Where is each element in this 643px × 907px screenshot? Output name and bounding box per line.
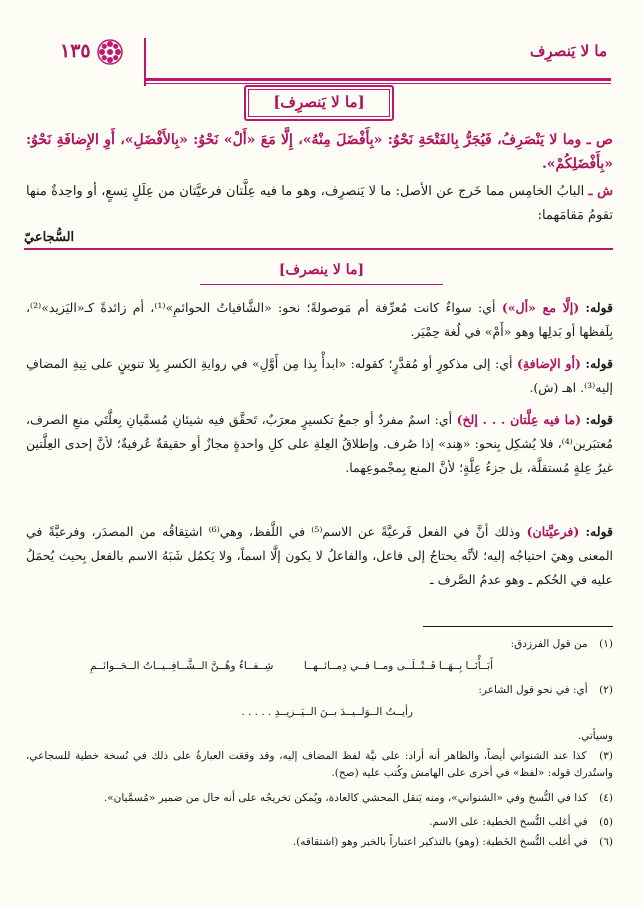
paragraph-body: أي: إلى مذكورٍ أو مُقدَّرٍ؛ كقوله: «ابدأْ بِذا مِن أَوَّلِ» في روايةِ الكسرِ بِلا تنوينٍ على نِيةِ المضافِ إليه⁽³⁾. اهـ (ش). xyxy=(26,356,613,395)
paragraph-body: أي: اسمٌ مفردٌ أو جمعُ تكسيرٍ معرَبٌ، تَحقَّق فيه شيئانِ مُسمَّيانِ بِعلَّتَي منعِ الصرف، مُعتبَرين⁽⁴⁾، فلا يُشكِل بِنحو: «هِند» إذا صُرف. وإطلاقُ العِلةِ على كلِ واحدةٍ مجازٌ أو حقيقةٌ عُرفيةٌ؛ لأنَّ إحدى العِلَّتين غيرُ عِلةٍ مُستقلَّة، بل جزءُ عِلَّةٍ؛ لأنَّ المنع بِمجْموعِهما. xyxy=(26,412,613,475)
paragraph-quote: (أو الإضافةِ) xyxy=(517,356,581,371)
verse-line: رأيــتُ الــوَلــيــدَ بــنَ الــيَــزيــدِ . . . . . xyxy=(241,706,413,718)
paragraph-quote: (ما فيه عِلَّتان . . . إلخ) xyxy=(456,412,581,427)
footnote xyxy=(26,636,613,653)
verse-hemistich: أَبَــأْنَــا بِــهَــا قَــتْــلَــى ومــا فــي دِمــائــهــا xyxy=(303,660,493,672)
chapter-title: [ما لا يَنصرِف] xyxy=(273,93,365,111)
sharh-label: ش ـ xyxy=(588,184,613,199)
footnote xyxy=(26,790,613,807)
footnote xyxy=(26,682,613,699)
footnote xyxy=(26,748,613,782)
footnote-number: (٥) xyxy=(599,816,613,828)
page-number: ١٣٥ xyxy=(60,40,91,62)
paragraph-body: أي: سواءٌ كانت مُعرِّفة أم مَوصولةً؛ نحو: «الشَّافياتُ الحوائمِ»⁽¹⁾، أم زائدةً كـ«اليَزيد»⁽²⁾، بِلَفظها أو بَدلِها وهو «أَمْ» في لُغة حِمْيَر. xyxy=(26,300,613,339)
footnote xyxy=(26,814,613,831)
commentary-separator xyxy=(24,248,613,250)
matn-text: ص ـ وما لا يَنْصَرِفُ، فَيُجَرُّ بِالفَتْحَةِ نَحْوُ: «بِأَفْضَلَ مِنْهُ»، إِلَّا مَعَ «أَلْ» نَحْوُ: «بِالأَفْضَلِ»، أَوِ الإِضافَةِ نَحْوُ: «بِأَفْضَلِكُمْ». xyxy=(26,132,613,172)
footnote-number: (١) xyxy=(599,638,613,650)
paragraph-lead: قوله: xyxy=(585,524,613,539)
footnote-text: من قول الفرزدق: xyxy=(510,638,588,650)
verse-note: وسيأتي. xyxy=(577,730,613,742)
running-title: ما لا يَنصرِف xyxy=(529,42,607,60)
paragraph-lead: قوله: xyxy=(585,300,613,315)
ornament-icon xyxy=(96,38,124,66)
footnote-number: (٣) xyxy=(599,750,613,762)
footnote-number: (٢) xyxy=(599,684,613,696)
paragraph-lead: قوله: xyxy=(585,412,613,427)
paragraph-quote: (إلَّا مع «أل») xyxy=(501,300,580,315)
paragraph-quote: (فرعيَّتان) xyxy=(526,524,580,539)
page-header xyxy=(46,28,611,80)
header-divider xyxy=(144,38,146,86)
commentary-paragraph xyxy=(26,520,613,592)
footnote-rule xyxy=(423,626,613,627)
chapter-heading xyxy=(244,85,394,121)
commentary-heading: [ما لا ينصرف] xyxy=(278,262,365,278)
paragraph-body: وذلك أنَّ في الفعل فَرعيَّةً عن الاسم⁽⁵⁾ في اللَّفظ، وهي⁽⁶⁾ اشتِقاقُه من المصدَر، وفرعيَّةً في المعنى وهيَ احتياجُه إليه؛ لأنَّه يحتاجُ إلى فاعل، والفاعلُ لا يكون إلَّا اسماً، ولا يَكمُل شَبَهُ الاسم بالفعل بِحيث يُحمَلُ عليه في الحُكم ـ وهو عدمُ الصَّرف ـ xyxy=(26,524,613,587)
footnote-text: كذا في النُّسخ وفي «الشنواني»، ومنه يَنقل المحشي كالعادة، ويُمكن تخريجُه على أنه حال من ضمير «مُسمَّيان». xyxy=(103,792,588,804)
footnote-number: (٤) xyxy=(599,792,613,804)
commentary-author: السُّجاعيّ xyxy=(24,230,75,245)
header-rule xyxy=(146,78,611,81)
commentary-paragraph xyxy=(26,296,613,344)
commentary-paragraph xyxy=(26,408,613,480)
commentary-paragraph xyxy=(26,352,613,400)
footnote-number: (٦) xyxy=(599,836,613,848)
footnote-text: في أغلب النُّسخ الخطية: على الاسم. xyxy=(429,816,588,828)
sharh-body: البابُ الخامِس مما خَرج عن الأصل: ما لا يَنصرِف، وهو ما فيه عِلَّتان فرعيَّتان من عِلَلٍ تِسعٍ، أو واحِدةٌ منها تقومُ مَقامَهما: xyxy=(26,184,613,223)
footnote xyxy=(26,834,613,851)
footnote-text: في أغلب النُّسخ الخَطية: (وهو) بالتذكير اعتباراً بالخبر وهو (اشتقاقه). xyxy=(292,836,588,848)
header-rule-thin xyxy=(146,83,611,84)
verse-hemistich: شِــفــاءٌ وهُــنَّ الــشَّــافِــيــاتُ الــحَــوائــمِ xyxy=(90,660,274,672)
footnote-text: أي: في نحو قول الشاعر: xyxy=(478,684,588,696)
paragraph-lead: قوله: xyxy=(585,356,613,371)
commentary-heading-rule xyxy=(200,284,443,285)
footnote-text: كذا عند الشنواني أيضاً، والظاهر أنه أراد: على نيَّة لفظ المضاف إليه، وقد وقعَت العبارةُ على ذلك في نُسخة خطية للسجاعي، واستُدرك قوله: «لفظ» في أخرى على الهامش وكُتب عليه (صح). xyxy=(26,750,613,779)
sharh-text xyxy=(26,180,613,228)
